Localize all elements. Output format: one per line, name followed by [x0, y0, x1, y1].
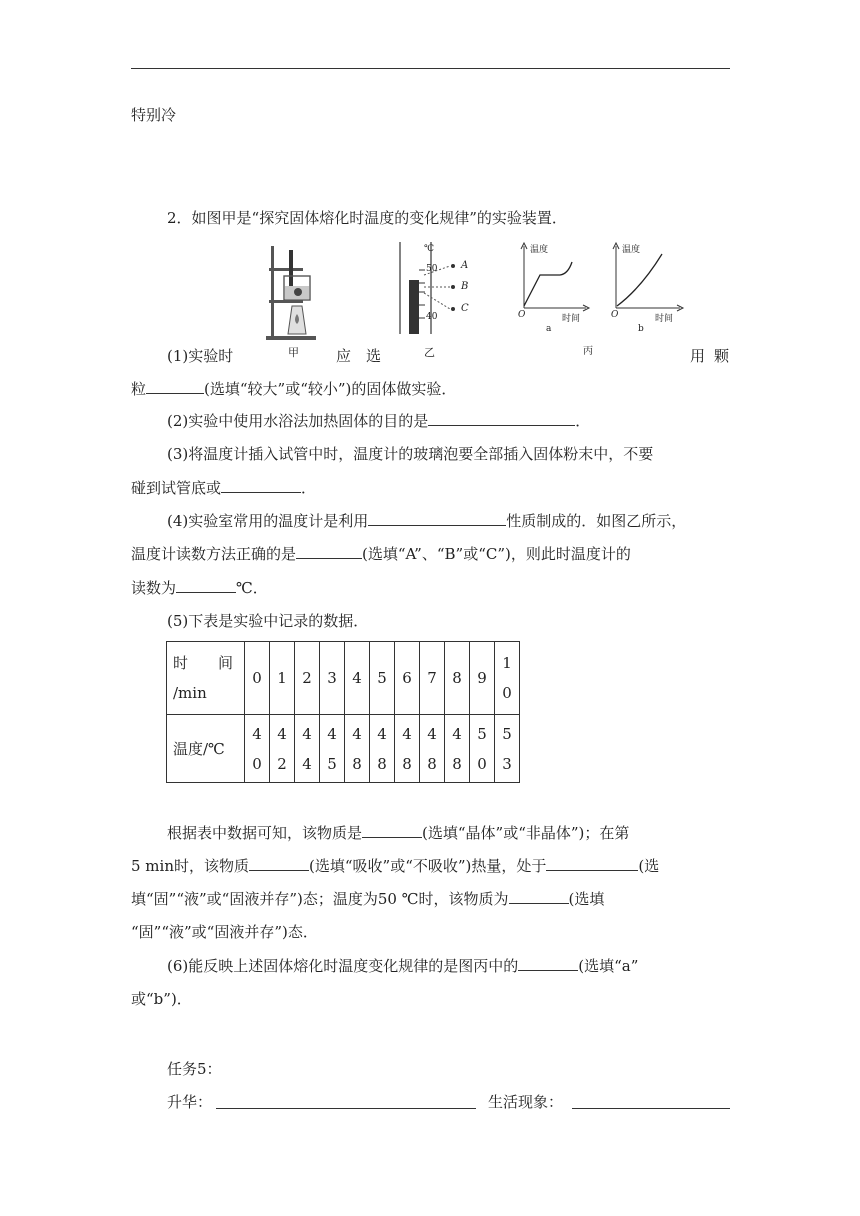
task5-title: 任务5：: [167, 1060, 222, 1078]
time-cell: 7: [420, 642, 445, 715]
p1-lead: (1)实验时: [167, 347, 234, 365]
temp-cell: 4 8: [345, 715, 370, 783]
therm-50: 50: [426, 264, 438, 274]
p3-start: 碰到试管底或: [131, 479, 222, 497]
after-line1: [167, 822, 629, 843]
task5-sublimation-label: 升华：: [167, 1093, 213, 1111]
answer-blank-2[interactable]: [428, 425, 575, 426]
answer-blank-1[interactable]: [146, 393, 204, 394]
prev-answer-text: 特别冷: [131, 106, 177, 124]
p4b-start: 温度计读数方法正确的是: [131, 545, 297, 563]
p1-line2-start: 粒: [131, 380, 147, 398]
time-cell: 2: [295, 642, 320, 715]
time-cell: 1 0: [495, 642, 520, 715]
thermometer-figure-yi: [398, 242, 478, 342]
time-cell: 5: [370, 642, 395, 715]
after-line4: “固”“液”或“固液并存”)态．: [131, 923, 318, 941]
graph-a-label: a: [546, 324, 552, 334]
after-c-start: 填“固”“液”或“固液并存”)态；温度为50 ℃时，该物质为: [131, 890, 509, 908]
answer-blank-7[interactable]: [362, 837, 422, 838]
time-cell: 3: [320, 642, 345, 715]
time-cell: 8: [445, 642, 470, 715]
table-header-time: 时 间 /min: [167, 642, 245, 715]
p3-end: ．: [301, 479, 317, 497]
task5-life-label: 生活现象：: [488, 1093, 564, 1111]
answer-blank-8[interactable]: [249, 870, 309, 871]
temp-cell: 4 8: [395, 715, 420, 783]
graph-b-temp-label: 温度: [622, 245, 641, 255]
after-b-mid: (选填“吸收”或“不吸收”)热量，处于: [309, 857, 547, 875]
after-b-start: 5 min时，该物质: [131, 857, 249, 875]
temp-cell: 4 2: [270, 715, 295, 783]
after-line2: [131, 855, 659, 876]
after-line3: [131, 888, 604, 909]
graph-b-time-label: 时间: [655, 314, 674, 324]
p6-line2: 或“b”)．: [131, 990, 192, 1008]
label-b-option: B: [461, 281, 469, 292]
p3-line2: [131, 477, 316, 498]
temp-cell: 4 5: [320, 715, 345, 783]
temp-cell: 4 0: [245, 715, 270, 783]
after-b-end: (选: [638, 857, 660, 875]
graph-a-origin: O: [518, 310, 526, 320]
temp-cell: 5 0: [470, 715, 495, 783]
answer-blank-11[interactable]: [518, 970, 578, 971]
p2-start: (2)实验中使用水浴法加热固体的目的是: [167, 412, 429, 430]
sublimation-answer-line[interactable]: [216, 1108, 476, 1109]
p1-xuan: 选: [366, 347, 382, 365]
time-cell: 4: [345, 642, 370, 715]
table-header-temp: 温度/℃: [167, 715, 245, 783]
apparatus-figure-jia: [262, 240, 322, 344]
temp-cell: 4 4: [295, 715, 320, 783]
label-bing: 丙: [583, 346, 593, 357]
label-a-option: A: [461, 260, 469, 271]
p4c-end: ℃．: [236, 579, 268, 597]
temp-cell: 5 3: [495, 715, 520, 783]
label-jia: 甲: [288, 346, 299, 359]
p5-line: (5)下表是实验中记录的数据．: [167, 612, 369, 630]
answer-blank-6[interactable]: [176, 592, 236, 593]
p1-line2-end: (选填“较大”或“较小”)的固体做实验．: [204, 380, 457, 398]
graph-a-time-label: 时间: [562, 314, 581, 324]
time-cell: 6: [395, 642, 420, 715]
header-rule: [131, 68, 730, 69]
after-a-end: (选填“晶体”或“非晶体”)；在第: [422, 824, 630, 842]
graph-a-temp-label: 温度: [530, 245, 549, 255]
p4-line1: [167, 510, 686, 531]
p1-yong: 用: [690, 347, 706, 365]
therm-unit: ℃: [424, 244, 435, 254]
answer-blank-5[interactable]: [296, 558, 362, 559]
graph-b-origin: O: [611, 310, 619, 320]
p4-line3: [131, 577, 268, 598]
p1-line2: [131, 378, 456, 399]
after-a-start: 根据表中数据可知，该物质是: [167, 824, 363, 842]
temp-cell: 4 8: [370, 715, 395, 783]
p4a-start: (4)实验室常用的温度计是利用: [167, 512, 369, 530]
p4b-end: (选填“A”、“B”或“C”)，则此时温度计的: [362, 545, 631, 563]
temp-cell: 4 8: [445, 715, 470, 783]
time-cell: 1: [270, 642, 295, 715]
life-answer-line[interactable]: [572, 1108, 730, 1109]
table-row-temp: [167, 715, 520, 783]
p1-ying: 应: [336, 347, 352, 365]
question-2-intro: 2．如图甲是“探究固体熔化时温度的变化规律”的实验装置．: [167, 209, 567, 227]
p2-line: [167, 410, 590, 431]
answer-blank-10[interactable]: [509, 903, 569, 904]
answer-blank-9[interactable]: [546, 870, 638, 871]
label-yi: 乙: [424, 346, 435, 359]
p4-line2: [131, 543, 631, 564]
p4a-end: 性质制成的．如图乙所示，: [506, 512, 687, 530]
p1-ke: 颗: [714, 347, 730, 365]
time-cell: 0: [245, 642, 270, 715]
data-table: [166, 641, 520, 783]
p3-line1: (3)将温度计插入试管中时，温度计的玻璃泡要全部插入固体粉末中，不要: [167, 445, 654, 463]
graph-b-label: b: [638, 324, 644, 334]
answer-blank-3[interactable]: [221, 492, 301, 493]
time-cell: 9: [470, 642, 495, 715]
answer-blank-4[interactable]: [368, 525, 506, 526]
therm-40: 40: [426, 312, 438, 322]
p6-end: (选填“a”: [578, 957, 639, 975]
p6-start: (6)能反映上述固体熔化时温度变化规律的是图丙中的: [167, 957, 519, 975]
label-c-option: C: [461, 303, 469, 314]
p2-end: ．: [575, 412, 591, 430]
table-row-time: [167, 642, 520, 715]
p6-line1: [167, 955, 638, 976]
p4c-start: 读数为: [131, 579, 177, 597]
temp-cell: 4 8: [420, 715, 445, 783]
after-c-end: (选填: [568, 890, 605, 908]
